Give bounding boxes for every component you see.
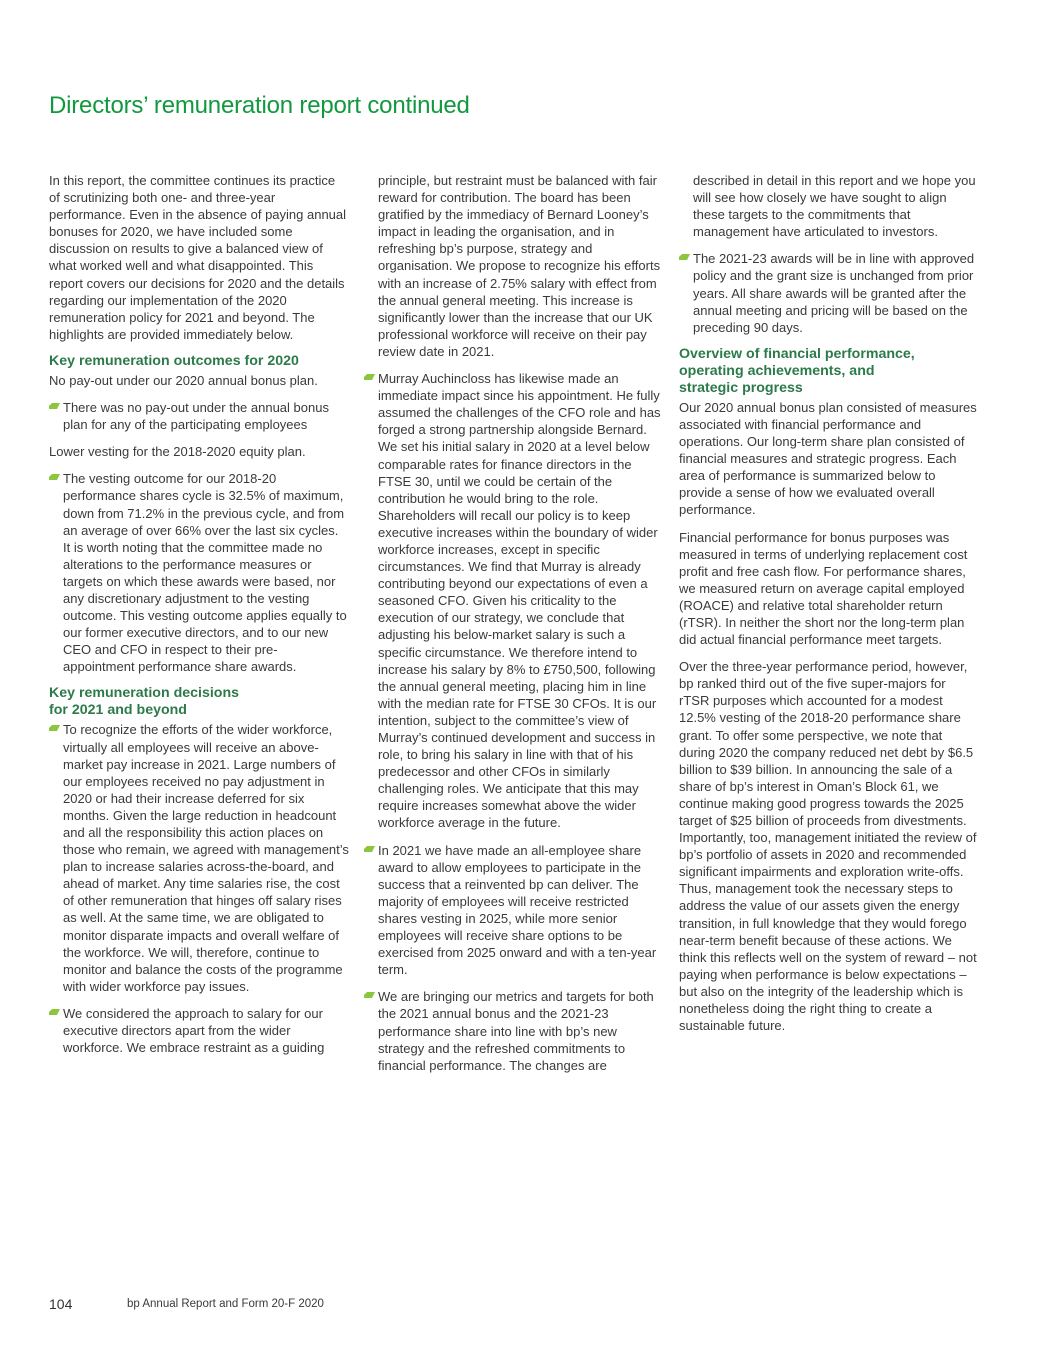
bullet-icon (679, 254, 690, 260)
list-item-text: In 2021 we have made an all-employee share award to allow employees to participate in the success that a reinvented bp can deliver. The majority of employees will receive restricted shares vesting in 2025, while more senior employees will receive share options to be exercised from 2025 onward and with a ten-year term. (378, 842, 657, 978)
list-item-continued (364, 172, 664, 360)
list-item (49, 1005, 349, 1056)
heading-overview-line-3: strategic progress (679, 379, 803, 396)
list-item-text: To recognize the efforts of the wider workforce, virtually all employees will receive an above-market pay increase in 2021. Large numbers of our employees received no pay adjustment in 2020 or had their increase deferred for six months. Given the large reduction in headcount and all the responsibility this action places on those who remain, we agreed with management’s plan to increase salaries across-the-board, and ahead of market. Any time salaries rise, the cost of other remuneration that hinges off salary rises as well. At the same time, we are obligated to monitor disparate impacts and overall welfare of the workforce. We will, therefore, continue to monitor and balance the costs of the programme with wider workforce pay issues. (63, 722, 349, 994)
heading-overview (679, 346, 979, 397)
financial-paragraph: Financial performance for bonus purposes was measured in terms of underlying replacement cost profit and free cash flow. For performance shares, we measured return on average capital employed (ROACE) and relative total shareholder return (rTSR). In neither the short nor the long-term plan did actual financial performance meet targets. (679, 529, 968, 648)
bullet-icon (49, 725, 60, 731)
decisions-list-continued (364, 172, 664, 1074)
lower-vesting-paragraph: Lower vesting for the 2018-2020 equity plan. (49, 444, 306, 460)
list-item-text: We are bringing our metrics and targets for both the 2021 annual bonus and the 2021-23 performance share into line with bp’s new strategy and the refreshed commitments to financial performance. The changes are (378, 989, 654, 1073)
list-item (364, 842, 664, 979)
bullet-icon (49, 474, 60, 480)
list-item-continued (679, 172, 979, 240)
period-paragraph: Over the three-year performance period, however, bp ranked third out of the five super-majors for rTSR purposes which accounted for a modest 12.5% vesting of the 2018-20 performance share grant. To offer some perspective, we note that during 2020 the company reduced net debt by $6.5 billion to $39 billion. In announcing the sale of a share of bp’s interest in Oman’s Block 61, we continue making good progress towards the 2025 target of $25 billion of proceeds from divestments. Importantly, too, management initiated the review of bp’s portfolio of assets in 2020 and recommended significant impairments and exploration write-offs. Thus, management took the necessary steps to address the value of our assets given the energy transition, in full knowledge that they would forego near-term benefit because of these actions. We think this reflects well on the system of reward – not paying when performance is below expectations – but also on the integrity of the leadership which is nonetheless doing the right thing to create a sustainable future. (679, 659, 977, 1034)
list-item-text: There was no pay-out under the annual bonus plan for any of the participating employees (63, 400, 329, 433)
heading-overview-line-2: operating achievements, and (679, 362, 875, 379)
metrics-list-continued (679, 172, 979, 336)
bullet-icon (49, 403, 60, 409)
list-item-text: principle, but restraint must be balanced with fair reward for contribution. The board has been gratified by the immediacy of Bernard Looney’s impact in leading the organisation, and in refreshing bp’s purpose, strategy and organisation. We propose to recognize his efforts with an increase of 2.75% salary with effect from the annual general meeting. This increase is significantly lower than the increase that our UK professional workforce will receive on their pay review date in 2021. (378, 173, 661, 359)
heading-decisions (49, 685, 349, 719)
column-1 (49, 172, 349, 1066)
list-item (49, 399, 349, 433)
list-item-text: The vesting outcome for our 2018-20 performance shares cycle is 32.5% of maximum, down from 71.2% in the previous cycle, and from an average of over 66% over the last six cycles. It is worth noting that the committee made no alterations to the performance measures or targets on which these awards were based, nor any discretionary adjustment to the vesting outcome. This vesting outcome applies equally to our former executive directors, and to our new CEO and CFO in respect to their pre-appointment performance share awards. (63, 471, 347, 675)
bullet-icon (364, 846, 375, 852)
heading-decisions-line-1: Key remuneration decisions (49, 685, 240, 702)
list-item-text: Murray Auchincloss has likewise made an immediate impact since his appointment. He fully assumed the challenges of the CFO role and has forged a strong partnership alongside Bernard. We set his initial salary in 2020 at a level below comparable rates for finance directors in the FTSE 30, until we could be certain of the contribution he would bring to the role. Shareholders will recall our policy is to keep executive increases within the boundary of wider workforce increases, except in specific circumstances. We find that Murray is already contributing beyond our expectations of even a seasoned CFO. Given his criticality to the execution of our strategy, we conclude that adjusting his below-market salary is such a specific circumstance. We therefore intend to increase his salary by 8% to £750,500, following the annual general meeting, placing him in line with the median rate for FTSE 30 CFOs. It is our intention, subject to the committee’s view of Murray’s continued development and success in role, to bring his salary in line with that of his predecessor and other CFOs in similarly challenging roles. We anticipate that this may require increases somewhat above the wider workforce average in the future. (378, 371, 661, 831)
heading-decisions-line-2: for 2021 and beyond (49, 702, 187, 719)
plan-paragraph: Our 2020 annual bonus plan consisted of measures associated with financial performance and operations. Our long-term share plan consisted of financial measures and strategic progress. Each area of performance is summarized below to provide a sense of how we evaluated overall performance. (679, 399, 977, 518)
title-suffix: continued (367, 92, 470, 119)
list-item (49, 721, 349, 995)
list-item (679, 250, 979, 335)
bullet-icon (49, 1009, 60, 1015)
outcomes-list-1 (49, 399, 349, 433)
bullet-icon (364, 992, 375, 998)
title-main: Directors’ remuneration report (49, 92, 361, 119)
page-title (49, 92, 470, 120)
bullet-icon (364, 374, 375, 380)
outcomes-list-2 (49, 470, 349, 675)
heading-overview-line-1: Overview of financial performance, (679, 345, 915, 362)
no-payout-paragraph: No pay-out under our 2020 annual bonus plan. (49, 372, 318, 388)
list-item (364, 988, 664, 1073)
column-3 (679, 172, 979, 1044)
list-item-text: The 2021-23 awards will be in line with approved policy and the grant size is unchanged from prior years. All share awards will be granted after the annual meeting and pricing will be based on the preceding 90 days. (693, 251, 975, 335)
list-item-text: described in detail in this report and we hope you will see how closely we have sought to align these targets to the commitments that management have articulated to investors. (693, 173, 976, 240)
intro-paragraph: In this report, the committee continues its practice of scrutinizing both one- and three-year performance. Even in the absence of paying annual bonuses for 2020, we have included some discussion on results to give a balanced view of what worked well and what disappointed. This report covers our decisions for 2020 and the details regarding our implementation of the 2020 remuneration policy for 2021 and beyond. The highlights are provided immediately below. (49, 173, 347, 342)
publication-title: bp Annual Report and Form 20-F 2020 (127, 1298, 324, 1310)
column-2 (364, 172, 664, 1084)
heading-outcomes: Key remuneration outcomes for 2020 (49, 352, 299, 369)
list-item (49, 470, 349, 675)
decisions-list (49, 721, 349, 1056)
list-item-text: We considered the approach to salary for our executive directors apart from the wider workforce. We embrace restraint as a guiding (63, 1005, 325, 1056)
list-item (364, 370, 664, 832)
page-number: 104 (49, 1296, 73, 1312)
